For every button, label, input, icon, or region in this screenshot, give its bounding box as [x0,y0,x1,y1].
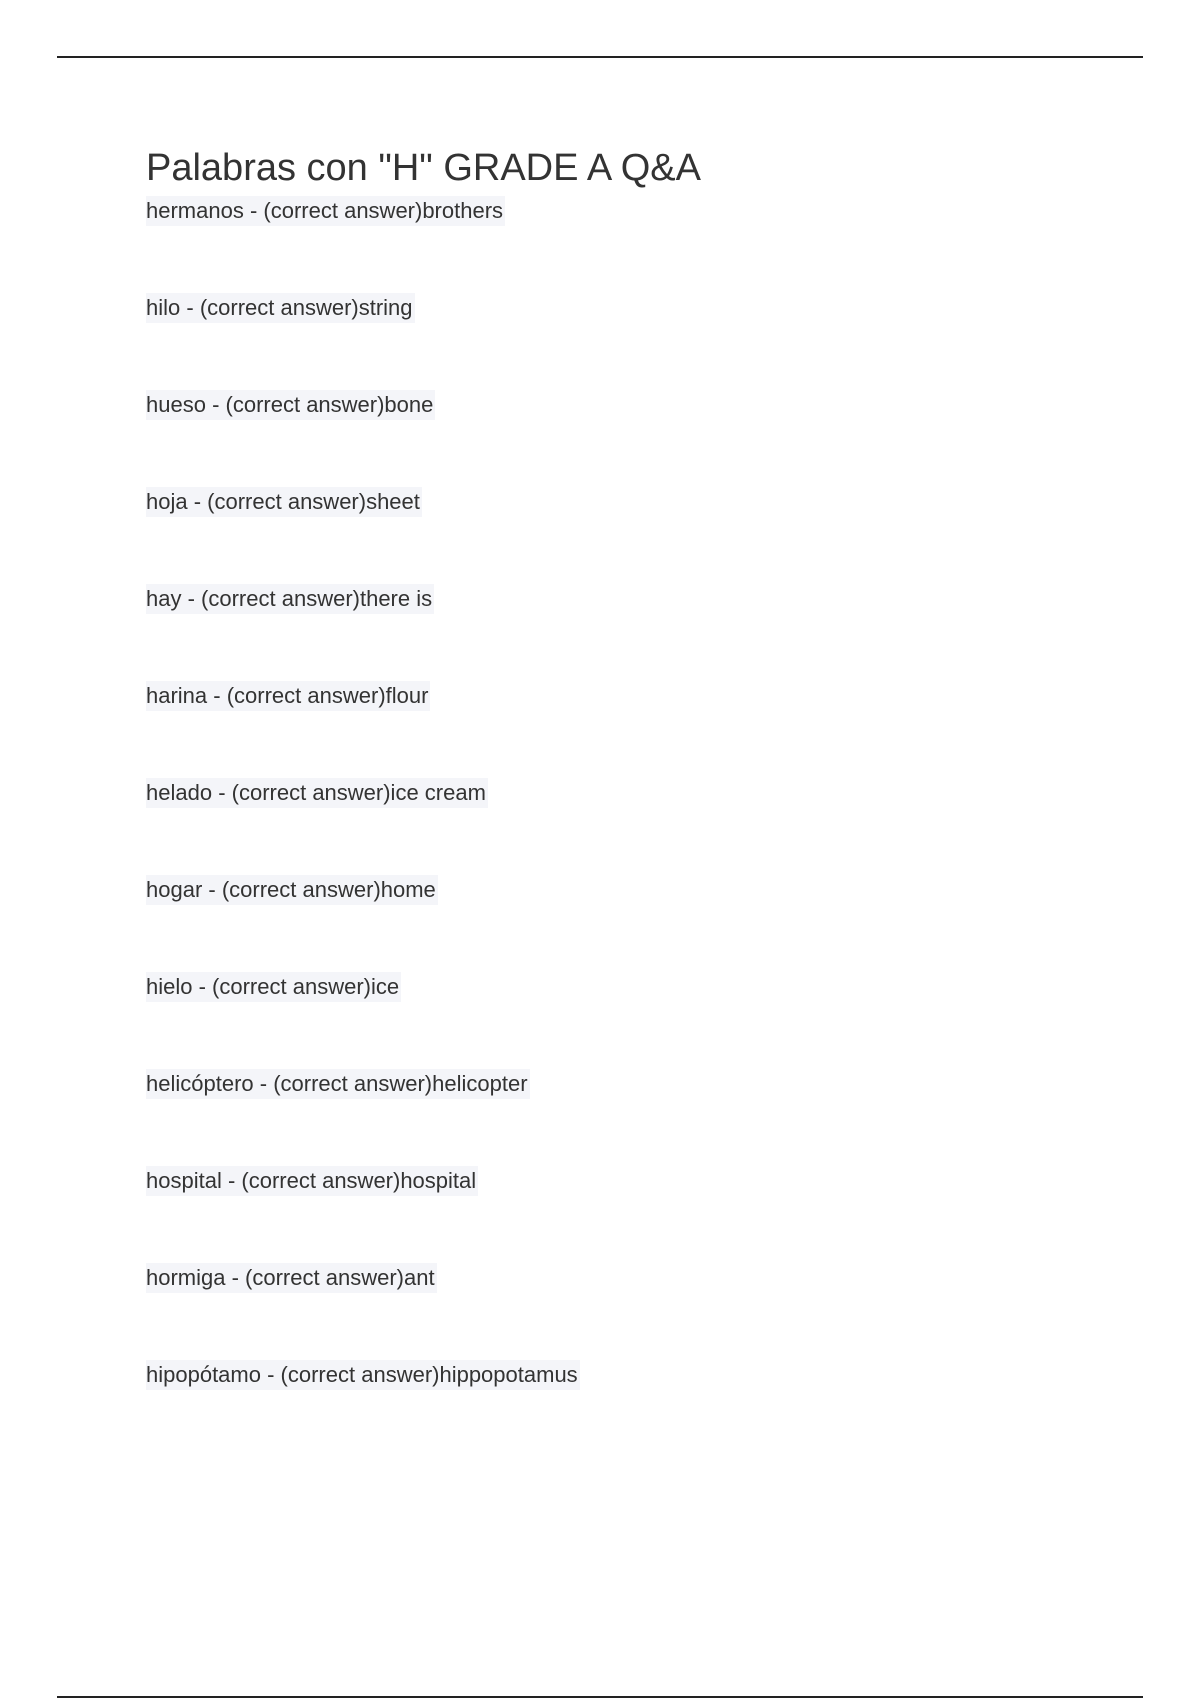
qa-answer: (correct answer)brothers [263,198,504,223]
qa-item [146,778,1106,875]
qa-line [146,1263,437,1293]
qa-list [146,196,1106,1457]
qa-separator: - [180,295,200,320]
qa-term: hielo [146,974,193,999]
qa-answer: (correct answer)bone [225,392,434,417]
qa-item [146,584,1106,681]
qa-item [146,293,1106,390]
qa-line [146,972,401,1002]
qa-term: hogar [146,877,203,902]
qa-separator: - [225,1265,246,1290]
qa-term: hormiga [146,1265,226,1290]
qa-line [146,681,430,711]
qa-line [146,1360,580,1390]
qa-separator: - [221,1168,242,1193]
qa-line [146,487,422,517]
qa-line [146,390,435,420]
qa-answer: (correct answer)home [221,877,436,902]
qa-item [146,1069,1106,1166]
qa-line [146,293,415,323]
qa-line [146,196,505,226]
qa-answer: (correct answer)sheet [207,489,420,514]
qa-answer: (correct answer)ant [245,1265,435,1290]
qa-separator: - [202,877,222,902]
qa-item [146,972,1106,1069]
qa-line [146,875,438,905]
qa-item [146,390,1106,487]
qa-term: hospital [146,1168,222,1193]
qa-separator: - [260,1362,281,1387]
qa-item [146,1360,1106,1457]
qa-term: hilo [146,295,181,320]
qa-line [146,1166,478,1196]
qa-answer: (correct answer)flour [226,683,429,708]
qa-term: hueso [146,392,206,417]
qa-item [146,1166,1106,1263]
qa-answer: (correct answer)string [199,295,413,320]
qa-term: hoja [146,489,188,514]
qa-item [146,196,1106,293]
qa-line [146,1069,530,1099]
qa-separator: - [187,489,208,514]
qa-answer: (correct answer)hippopotamus [280,1362,578,1387]
qa-term: hermanos [146,198,244,223]
footer-rule [57,1696,1143,1698]
qa-term: hay [146,586,182,611]
qa-separator: - [181,586,202,611]
qa-separator: - [207,683,227,708]
qa-answer: (correct answer)ice [212,974,400,999]
qa-separator: - [212,780,232,805]
qa-term: helado [146,780,213,805]
qa-separator: - [243,198,264,223]
qa-item [146,487,1106,584]
qa-term: hipopótamo [146,1362,261,1387]
qa-separator: - [205,392,226,417]
qa-answer: (correct answer)ice cream [231,780,486,805]
document-title: Palabras con "H" GRADE A Q&A [146,147,701,189]
qa-term: helicóptero [146,1071,254,1096]
qa-separator: - [192,974,213,999]
qa-item [146,681,1106,778]
qa-line [146,778,488,808]
qa-answer: (correct answer)hospital [241,1168,477,1193]
qa-separator: - [253,1071,274,1096]
qa-answer: (correct answer)there is [201,586,433,611]
document-body [146,140,1106,1457]
qa-item [146,1263,1106,1360]
qa-answer: (correct answer)helicopter [273,1071,528,1096]
qa-item [146,875,1106,972]
qa-term: harina [146,683,208,708]
header-rule [57,56,1143,58]
qa-line [146,584,434,614]
